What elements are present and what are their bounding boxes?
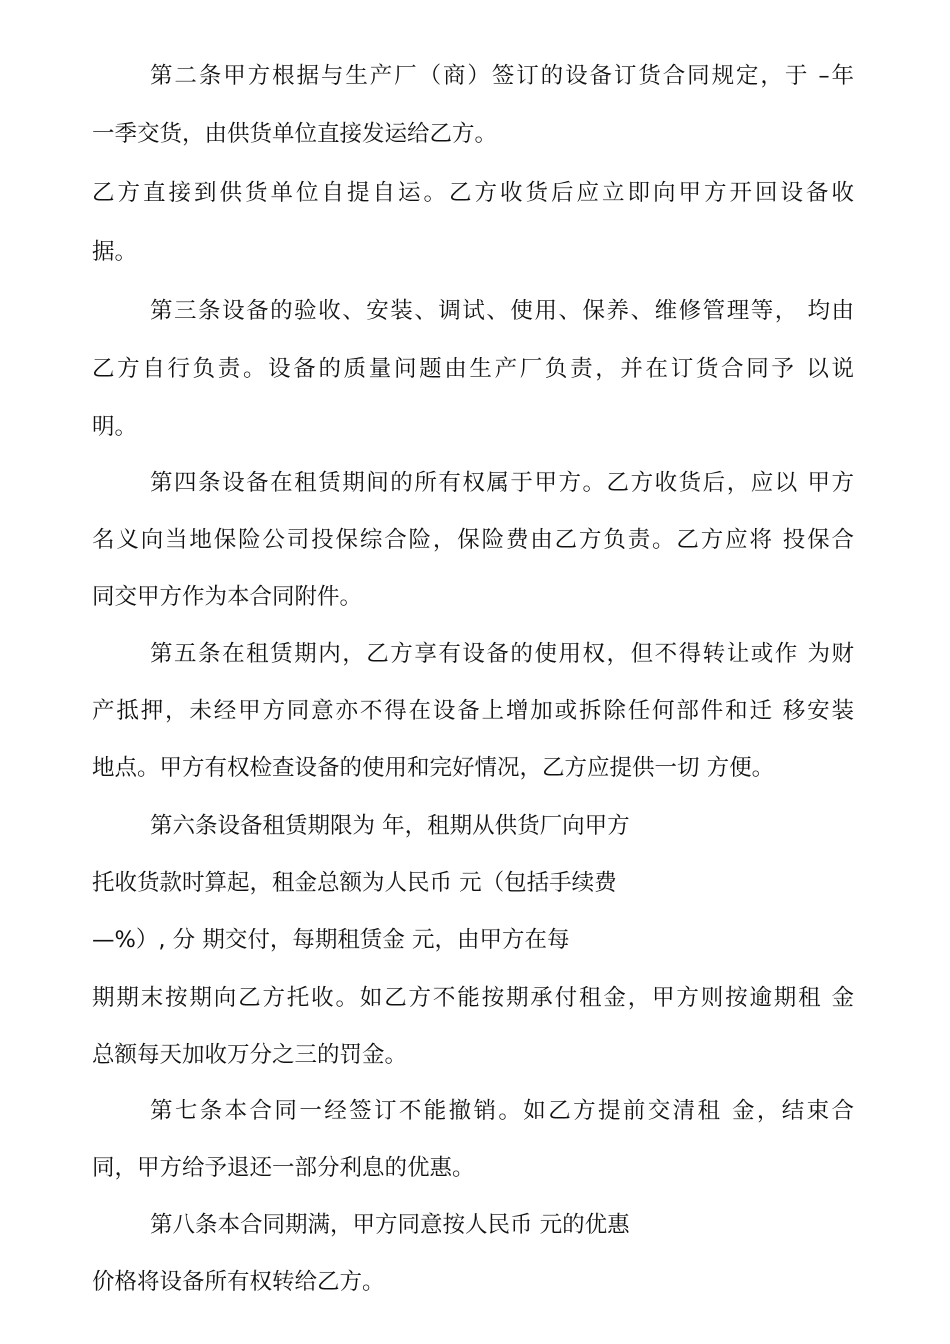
article-8-line-2: 价格将设备所有权转给乙方。 [92,1269,385,1295]
article-2-line-2: 一季交货，由供货单位直接发运给乙方。 [92,121,498,147]
article-5-line-1: 第五条在租赁期内，乙方享有设备的使用权，但不得转让或作 为财 [150,641,854,667]
article-6-line-4: 期期末按期向乙方托收。如乙方不能按期承付租金，甲方则按逾期租 金 [92,985,854,1011]
article-4-line-1: 第四条设备在租赁期间的所有权属于甲方。乙方收货后，应以 甲方 [150,470,854,496]
article-2-line-1: 第二条甲方根据与生产厂（商）签订的设备订货合同规定，于 –年 [150,63,854,89]
article-3-line-2: 乙方自行负责。设备的质量问题由生产厂负责，并在订货合同予 以说 [92,356,854,382]
article-7-line-2: 同，甲方给予退还一部分利息的优惠。 [92,1155,475,1181]
article-6-line-2: 托收货款时算起，租金总额为人民币 元（包括手续费 [92,870,617,896]
article-8-line-1: 第八条本合同期满，甲方同意按人民币 元的优惠 [150,1212,630,1238]
article-6-line-1: 第六条设备租赁期限为 年，租期从供货厂向甲方 [150,813,630,839]
article-2-line-3: 乙方直接到供货单位自提自运。乙方收货后应立即向甲方开回设备收 [92,180,854,206]
article-3-line-3: 明。 [92,414,138,440]
article-6-line-3: —%）, 分 期交付，每期租赁金 元，由甲方在每 [92,927,570,953]
article-7-line-1: 第七条本合同一经签订不能撤销。如乙方提前交清租 金，结束合 [150,1098,854,1124]
article-5-line-2: 产抵押，未经甲方同意亦不得在设备上增加或拆除任何部件和迁 移安装 [92,698,854,724]
article-5-line-3: 地点。甲方有权检查设备的使用和完好情况，乙方应提供一切 方便。 [92,755,775,781]
article-3-line-1: 第三条设备的验收、安装、调试、使用、保养、维修管理等， 均由 [150,298,854,324]
article-6-line-5: 总额每天加收万分之三的罚金。 [92,1042,408,1068]
article-4-line-2: 名义向当地保险公司投保综合险，保险费由乙方负责。乙方应将 投保合 [92,527,854,553]
article-2-line-4: 据。 [92,239,138,265]
article-4-line-3: 同交甲方作为本合同附件。 [92,584,363,610]
